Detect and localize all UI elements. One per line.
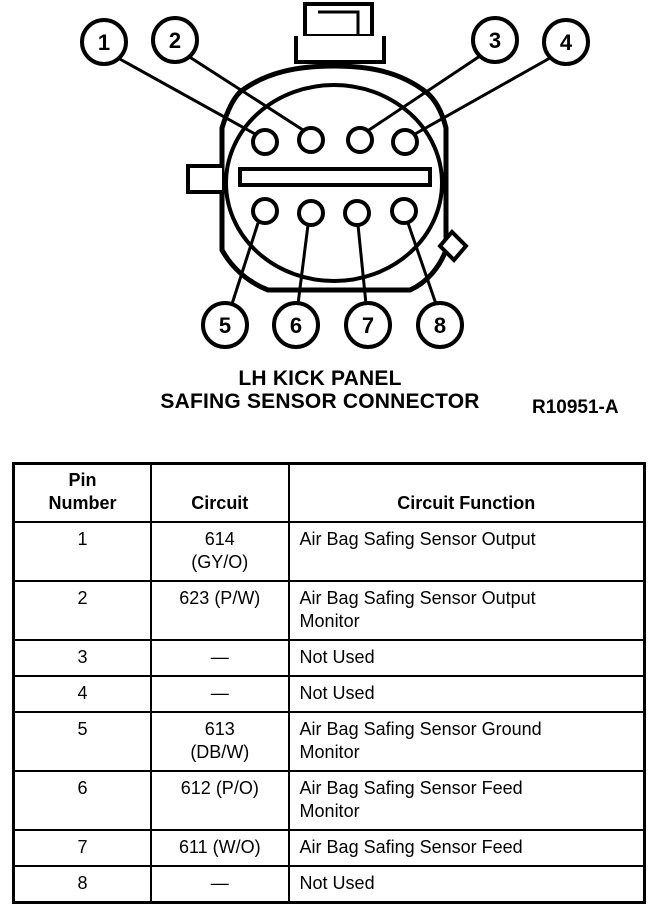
circuit-text: 612 (P/O) bbox=[180, 778, 259, 798]
callout-5 bbox=[203, 303, 247, 347]
callout-4 bbox=[544, 20, 588, 64]
circuit-function-cell bbox=[289, 866, 645, 903]
callout-2 bbox=[153, 18, 197, 62]
callout-3 bbox=[473, 18, 517, 62]
callout-5-label: 5 bbox=[218, 313, 232, 338]
callout-8 bbox=[418, 303, 462, 347]
diagram-caption-line1: LH KICK PANEL bbox=[238, 367, 402, 390]
circuit-text: — bbox=[210, 683, 229, 703]
circuit-function-cell bbox=[289, 712, 645, 771]
circuit-text: 613 bbox=[204, 719, 235, 739]
circuit-function-text: Monitor bbox=[299, 611, 360, 631]
pin-hole-4 bbox=[393, 130, 417, 154]
pin-number-cell: 4 bbox=[14, 676, 152, 712]
table-header-row bbox=[14, 464, 645, 523]
header-circuit: Circuit bbox=[151, 464, 288, 523]
diagram-caption-line2: SAFING SENSOR CONNECTOR bbox=[160, 390, 480, 413]
circuit-cell bbox=[151, 771, 288, 830]
pin-number-cell: 1 bbox=[14, 522, 152, 581]
circuit-cell bbox=[151, 522, 288, 581]
circuit-text: (GY/O) bbox=[191, 552, 249, 572]
circuit-function-text: Monitor bbox=[299, 742, 360, 762]
circuit-cell bbox=[151, 581, 288, 640]
circuit-cell bbox=[151, 640, 288, 676]
pin-number-cell: 6 bbox=[14, 771, 152, 830]
pin-hole-2 bbox=[299, 128, 323, 152]
pin-hole-8 bbox=[392, 199, 416, 223]
circuit-function-cell bbox=[289, 830, 645, 866]
circuit-function-text: Air Bag Safing Sensor Output bbox=[299, 588, 536, 608]
pin-number-cell: 3 bbox=[14, 640, 152, 676]
circuit-function-text: Not Used bbox=[299, 683, 375, 703]
pin-hole-5 bbox=[253, 199, 277, 223]
header-circuit-function: Circuit Function bbox=[289, 464, 645, 523]
leader-line-2 bbox=[188, 56, 303, 130]
circuit-function-text: Not Used bbox=[299, 647, 375, 667]
pin-number-cell: 8 bbox=[14, 866, 152, 903]
header-pin-number bbox=[14, 464, 152, 523]
table-row bbox=[14, 866, 645, 903]
table-body bbox=[14, 522, 645, 903]
table-row bbox=[14, 522, 645, 581]
pin-hole-3 bbox=[348, 128, 372, 152]
callout-3-label: 3 bbox=[488, 28, 502, 53]
callout-8-label: 8 bbox=[433, 313, 447, 338]
header-pin-line1: Pin bbox=[68, 470, 97, 490]
table-row bbox=[14, 640, 645, 676]
table-row bbox=[14, 676, 645, 712]
circuit-cell bbox=[151, 712, 288, 771]
pin-hole-6 bbox=[299, 201, 323, 225]
circuit-text: 623 (P/W) bbox=[179, 588, 261, 608]
callout-6-label: 6 bbox=[289, 313, 303, 338]
callout-1-label: 1 bbox=[97, 30, 111, 55]
connector-latch bbox=[305, 4, 372, 36]
callout-7-label: 7 bbox=[361, 313, 375, 338]
circuit-function-text: Air Bag Safing Sensor Ground bbox=[299, 719, 542, 739]
circuit-text: — bbox=[210, 873, 229, 893]
circuit-text: — bbox=[210, 647, 229, 667]
callout-4-label: 4 bbox=[559, 30, 573, 55]
connector-center-slot bbox=[240, 169, 430, 185]
pin-number-cell: 7 bbox=[14, 830, 152, 866]
connector-body bbox=[188, 4, 466, 290]
circuit-text: 611 (W/O) bbox=[178, 837, 261, 857]
circuit-function-cell bbox=[289, 581, 645, 640]
circuit-cell bbox=[151, 676, 288, 712]
connector-latch-neck bbox=[296, 36, 384, 62]
pin-hole-7 bbox=[345, 201, 369, 225]
circuit-cell bbox=[151, 830, 288, 866]
circuit-function-text: Air Bag Safing Sensor Feed bbox=[299, 837, 523, 857]
callout-7 bbox=[346, 303, 390, 347]
circuit-text: 614 bbox=[204, 529, 235, 549]
table-row bbox=[14, 712, 645, 771]
callout-6 bbox=[274, 303, 318, 347]
pin-number-cell: 2 bbox=[14, 581, 152, 640]
figure-reference-code: R10951-A bbox=[532, 397, 619, 418]
leader-line-4 bbox=[415, 58, 550, 134]
circuit-function-cell bbox=[289, 640, 645, 676]
leader-line-3 bbox=[369, 56, 480, 130]
table-row bbox=[14, 771, 645, 830]
circuit-function-text: Not Used bbox=[299, 873, 375, 893]
circuit-function-cell bbox=[289, 676, 645, 712]
circuit-cell bbox=[151, 866, 288, 903]
callout-2-label: 2 bbox=[168, 28, 182, 53]
pin-hole-1 bbox=[253, 130, 277, 154]
table-row bbox=[14, 581, 645, 640]
circuit-text: (DB/W) bbox=[190, 742, 250, 762]
circuit-function-text: Air Bag Safing Sensor Output bbox=[299, 529, 536, 549]
table-row bbox=[14, 830, 645, 866]
connector-left-tab bbox=[188, 166, 222, 192]
circuit-function-text: Monitor bbox=[299, 801, 360, 821]
pin-number-cell: 5 bbox=[14, 712, 152, 771]
circuit-function-text: Air Bag Safing Sensor Feed bbox=[299, 778, 523, 798]
header-pin-line2: Number bbox=[48, 493, 117, 513]
circuit-function-cell bbox=[289, 771, 645, 830]
pin-function-table bbox=[12, 462, 646, 904]
callout-1 bbox=[82, 20, 126, 64]
circuit-function-cell bbox=[289, 522, 645, 581]
